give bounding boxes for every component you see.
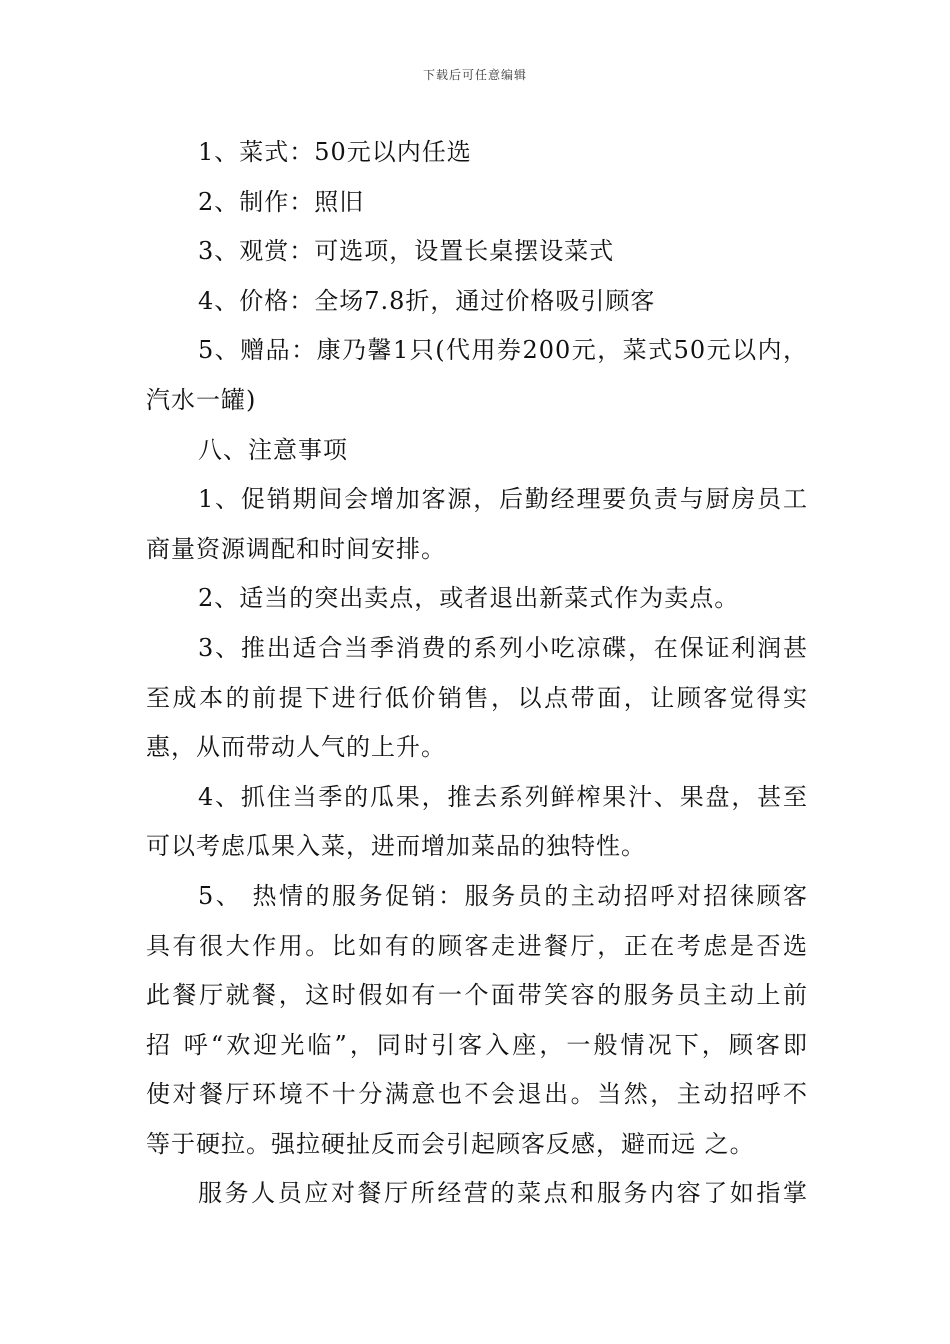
note-5-line-6: 等于硬拉。强拉硬扯反而会引起顾客反感，避而远 之。 <box>146 1129 755 1158</box>
list-item-viewing: 3、观赏：可选项，设置长桌摆设菜式 <box>198 237 615 266</box>
note-4-line-2: 可以考虑瓜果入菜，进而增加菜品的独特性。 <box>146 832 646 861</box>
note-2: 2、适当的突出卖点，或者退出新菜式作为卖点。 <box>198 584 740 613</box>
note-5-line-2: 具有很大作用。比如有的顾客走进餐厅，正在考虑是否选 <box>146 931 808 960</box>
note-1-line-2: 商量资源调配和时间安排。 <box>146 534 446 563</box>
note-4-line-1: 4、抓住当季的瓜果，推去系列鲜榨果汁、果盘，甚至 <box>198 782 808 811</box>
note-5-line-5: 使对餐厅环境不十分满意也不会退出。当然，主动招呼不 <box>146 1080 808 1109</box>
list-item-price: 4、价格：全场7.8折，通过价格吸引顾客 <box>198 286 656 315</box>
section-heading-notes: 八、注意事项 <box>198 435 348 464</box>
note-3-line-3: 惠，从而带动人气的上升。 <box>146 733 446 762</box>
note-5-line-4: 招 呼“欢迎光临”，同时引客入座，一般情况下，顾客即 <box>146 1030 808 1059</box>
list-item-gift: 5、赠品：康乃馨1只(代用券200元，菜式50元以内， <box>198 336 808 365</box>
note-3-line-1: 3、推出适合当季消费的系列小吃凉碟，在保证利润甚 <box>198 633 808 662</box>
note-1-line-1: 1、促销期间会增加客源，后勤经理要负责与厨房员工 <box>198 485 808 514</box>
list-item-gift-continued: 汽水一罐) <box>146 385 257 414</box>
list-item-dish-style: 1、菜式：50元以内任选 <box>198 138 472 166</box>
note-3-line-2: 至成本的前提下进行低价销售，以点带面，让顾客觉得实 <box>146 683 808 712</box>
list-item-production: 2、制作：照旧 <box>198 187 365 216</box>
document-body <box>146 128 816 1219</box>
note-5-line-3: 此餐厅就餐，这时假如有一个面带笑容的服务员主动上前 <box>146 981 808 1010</box>
paragraph-service-staff: 服务人员应对餐厅所经营的菜点和服务内容了如指掌 <box>198 1179 808 1208</box>
note-5-line-1: 5、 热情的服务促销：服务员的主动招呼对招徕顾客 <box>198 881 808 910</box>
page-header: 下载后可任意编辑 <box>422 68 527 82</box>
